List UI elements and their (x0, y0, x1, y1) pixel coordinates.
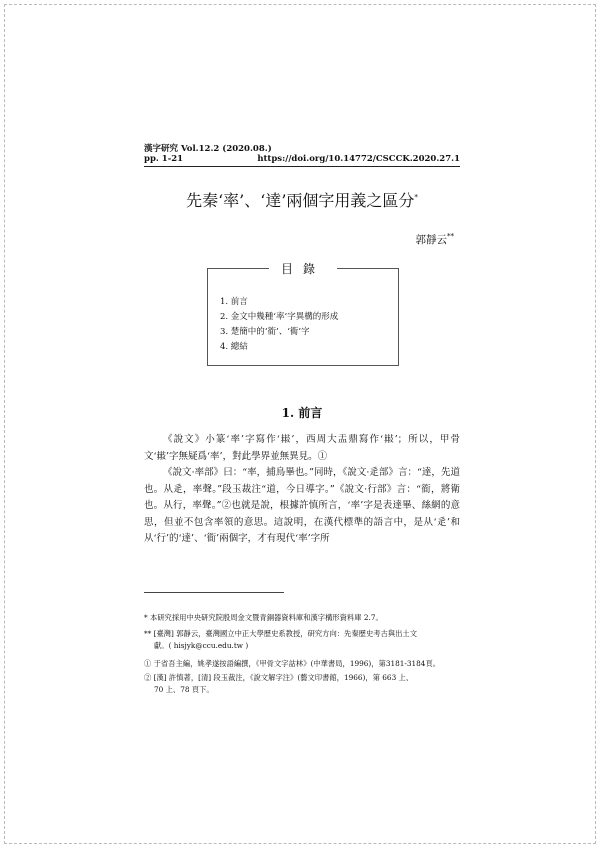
author-footnote-mark[interactable]: ** (447, 232, 454, 241)
footnote (144, 672, 460, 696)
header-row (144, 154, 460, 164)
footnote-line: ** [臺灣] 郭靜云，臺灣國立中正大學歷史系教授，研究方向：先秦歷史考古與出土文 (144, 629, 418, 638)
footnote-line: 獻。( hisjyk@ccu.edu.tw ) (154, 641, 249, 650)
paragraph: 《說文》小篆‘率’字寫作‘𢿷’，西周大盂鼎寫作‘𢿷’；所以，甲骨文‘𢿷’字無疑爲‘率’，對此學界並無異見。① (144, 434, 460, 462)
title-footnote-mark[interactable]: * (414, 193, 418, 202)
title-text: 先秦‘率’、‘達’兩個字用義之區分 (186, 191, 415, 210)
page-border (4, 4, 596, 844)
page-range: pp. 1-21 (144, 154, 184, 164)
header-rule (144, 166, 460, 167)
toc-item[interactable]: 3. 楚簡中的‘衜’、‘衠’字 (220, 327, 310, 337)
footnote-line: ② [漢] 許慎著，[清] 段玉裁注，《說文解字注》(藝文印書館，1966)，第 663 上、 (144, 673, 414, 682)
toc-list (220, 295, 338, 355)
body-text (144, 432, 460, 548)
journal-info: 漢字研究 Vol.12.2 (2020.08.) (144, 144, 272, 154)
toc-heading: 目錄 (269, 260, 337, 277)
footnote: ① 于省吾主編，姚孝遂按語編撰，《甲骨文字詁林》(中華書局，1996)，第3181-3184頁。 (144, 659, 441, 668)
toc-item[interactable]: 1. 前言 (220, 297, 248, 307)
paper-title (144, 188, 460, 211)
author (416, 232, 455, 247)
footnote-rule (144, 592, 284, 593)
toc-item[interactable]: 2. 金文中幾種‘率’字異構的形成 (220, 312, 339, 322)
author-name: 郭靜云 (415, 234, 447, 246)
paragraph: 《說文·率部》曰：“率，捕鳥畢也。”同時，《說文·辵部》言：“達，先道也。从辵，率聲。”段玉裁注“道，今日導字。”《說文·行部》言：“衜，將衛也。从行，率聲。”②也就是說，根據許慎所言，‘率’字是表達畢、絲網的意思，但並不包含率領的意思。這說明，在漢代標準的語言中，是从‘辵’和从‘行’的‘達’、‘衜’兩個字，才有現代‘率’字所 (144, 467, 460, 544)
doi-link[interactable]: https://doi.org/10.14772/CSCCK.2020.27.1 (257, 154, 460, 164)
footnote-line: 70 上、78 頁下。 (154, 685, 214, 694)
toc-item[interactable]: 4. 總結 (220, 342, 248, 352)
table-of-contents (207, 262, 399, 366)
footnote: * 本研究採用中央研究院殷周金文暨青銅器資料庫和漢字構形資料庫 2.7。 (144, 613, 383, 622)
footnote (144, 628, 460, 652)
section-heading: 1. 前言 (281, 406, 323, 420)
